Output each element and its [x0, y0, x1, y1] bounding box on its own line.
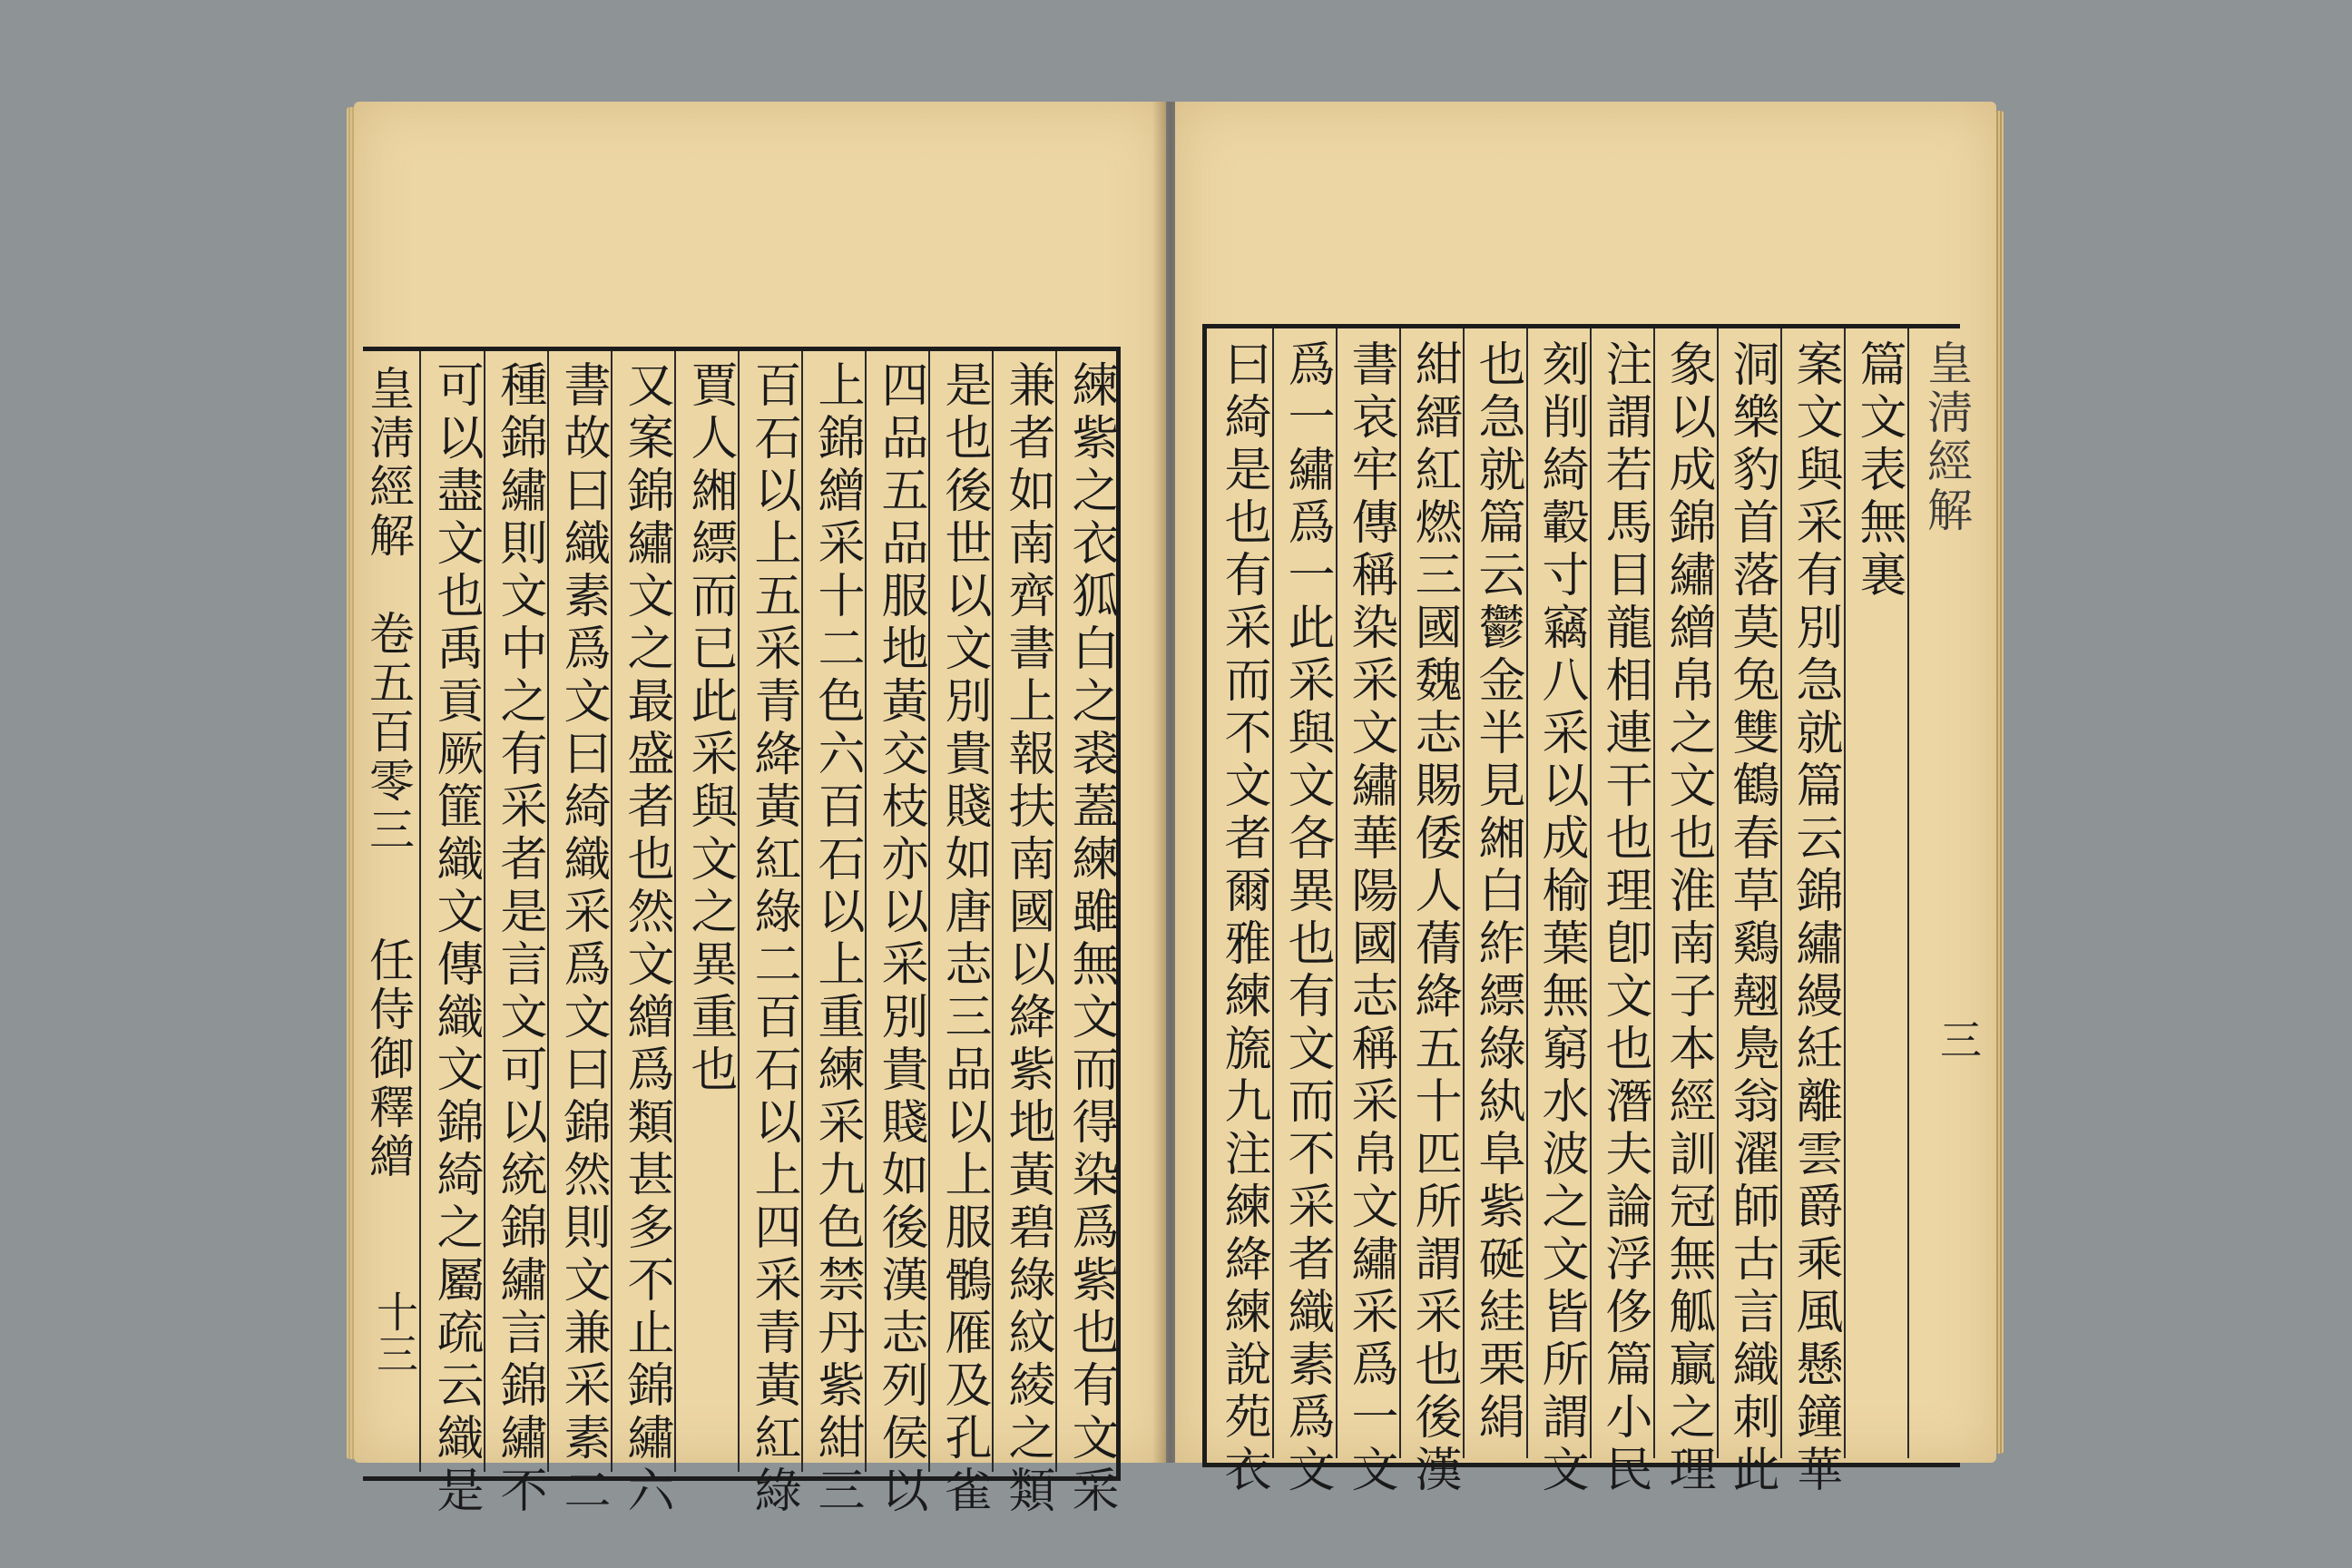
column-rule [1526, 328, 1528, 1458]
column-rule [801, 351, 803, 1472]
column-rule [484, 351, 485, 1472]
text-column-6: 也急就篇云鬱金半見緗白䋏縹綠紈阜紫硟絓栗絹 [1470, 339, 1524, 1445]
column-rule [1590, 328, 1592, 1458]
text-column-8: 書哀牢傳稱染采文繡華陽國志稱采帛文繡采爲一文 [1343, 339, 1397, 1497]
column-rule [1844, 328, 1846, 1458]
text-column-3: 象以成錦繡繒帛之文也淮南子本經訓冠無觚贏之理 [1661, 339, 1715, 1497]
column-rule [865, 351, 867, 1472]
text-column-4: 注謂若馬目龍相連干也理卽文也潛夫論浮侈篇小民 [1597, 339, 1651, 1497]
column-rule [1653, 328, 1655, 1458]
text-column-9: 書故曰織素爲文曰綺織采爲文曰錦然則文兼采素二 [555, 360, 610, 1518]
column-rule [1463, 328, 1465, 1458]
right-folio: 三 [1934, 1018, 1983, 1060]
left-section-label: 任侍御釋繒 [362, 936, 415, 1181]
right-page [1175, 102, 1996, 1497]
text-column-8: 又案錦繡文之最盛者也然文繒爲類甚多不止錦繡六 [619, 360, 673, 1518]
section-title: 篇文表無裏 [1851, 339, 1906, 603]
column-rule [674, 351, 676, 1472]
text-column-1: 案文與采有別急就篇云錦繡縵紝離雲爵乘風懸鐘華 [1788, 339, 1842, 1497]
left-page [354, 102, 1166, 1518]
column-rule [1272, 328, 1274, 1458]
left-folio: 十三 [370, 1290, 419, 1374]
text-column-11: 可以盡文也禹貢厥篚織文傳織文錦綺之屬疏云織是 [428, 360, 483, 1518]
left-volume-label: 卷五百零三 [362, 610, 415, 855]
text-column-7: 紺縉紅燃三國魏志賜倭人蒨絳五十匹所謂采也後漢 [1406, 339, 1461, 1497]
left-header-title: 皇淸經解 [362, 365, 415, 561]
column-rule [1780, 328, 1782, 1458]
text-column-7: 賈人緗縹而已此采與文之異重也 [682, 360, 737, 1097]
column-rule [992, 351, 994, 1472]
text-column-6: 百石以上五采青絳黃紅綠二百石以上四采青黃紅綠 [746, 360, 800, 1518]
column-rule [1717, 328, 1719, 1458]
text-column-2: 兼者如南齊書上報扶南國以絳紫地黃碧綠紋綾之類 [1000, 360, 1054, 1518]
column-rule [547, 351, 549, 1472]
text-column-1: 練紫之衣狐白之裘蓋練雖無文而得染爲紫也有文采 [1063, 360, 1118, 1518]
column-rule [1907, 328, 1909, 1458]
column-rule [1336, 328, 1338, 1458]
right-header-title: 皇淸經解 [1920, 339, 1973, 535]
column-rule [928, 351, 930, 1472]
column-rule [1399, 328, 1401, 1458]
text-column-10: 曰綺是也有采而不文者爾雅練旒九注練絳練說苑衣 [1216, 339, 1270, 1497]
text-column-5: 上錦繒采十二色六百石以上重練采九色禁丹紫紺三 [809, 360, 864, 1518]
column-rule [419, 351, 421, 1472]
column-rule [738, 351, 740, 1472]
text-column-4: 四品五品服地黃交枝亦以采別貴賤如後漢志列侯以 [873, 360, 927, 1518]
text-column-2: 洞樂豹首落莫兔雙鶴春草鷄翹鳧翁濯師古言織刺此 [1724, 339, 1779, 1497]
text-column-5: 刻削綺轂寸竊八采以成榆葉無窮水波之文皆所謂文 [1534, 339, 1588, 1497]
column-rule [1055, 351, 1057, 1472]
text-column-10: 種錦繡則文中之有采者是言文可以統錦繡言錦繡不 [492, 360, 546, 1518]
text-column-9: 爲一繡爲一此采與文各異也有文而不采者織素爲文 [1279, 339, 1334, 1497]
column-rule [611, 351, 612, 1472]
open-book [354, 102, 1996, 1518]
text-column-3: 是也後世以文別貴賤如唐志三品以上服鶻雁及孔雀 [936, 360, 991, 1518]
